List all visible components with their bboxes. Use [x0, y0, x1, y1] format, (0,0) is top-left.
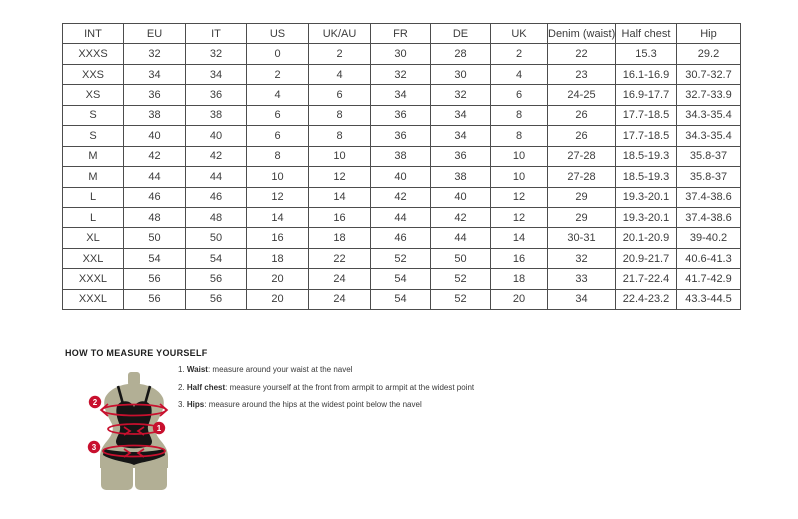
table-row: [63, 289, 741, 309]
table-cell: 15.3: [616, 44, 677, 64]
table-cell: 10: [247, 167, 309, 187]
table-cell: 40: [186, 126, 247, 146]
column-header: Denim (waist): [548, 24, 616, 44]
table-cell: 20.9-21.7: [616, 248, 677, 268]
table-cell: 8: [309, 126, 371, 146]
table-cell: 50: [186, 228, 247, 248]
table-cell: 30: [431, 64, 491, 84]
table-cell: 40: [431, 187, 491, 207]
table-row: [63, 126, 741, 146]
table-cell: 28: [431, 44, 491, 64]
table-cell: 19.3-20.1: [616, 207, 677, 227]
table-row: [63, 44, 741, 64]
table-cell: 16: [491, 248, 548, 268]
table-cell: 34: [431, 126, 491, 146]
table-cell: 17.7-18.5: [616, 105, 677, 125]
table-cell: 17.7-18.5: [616, 126, 677, 146]
step-label: Waist: [186, 365, 208, 374]
table-cell: 20: [247, 269, 309, 289]
measure-step-waist: [178, 361, 474, 379]
table-cell: 10: [491, 146, 548, 166]
table-cell: 37.4-38.6: [677, 207, 741, 227]
table-cell: 18: [247, 248, 309, 268]
table-cell: 42: [124, 146, 186, 166]
measure-section-title: HOW TO MEASURE YOURSELF: [65, 348, 208, 358]
table-cell: 41.7-42.9: [677, 269, 741, 289]
table-cell: 19.3-20.1: [616, 187, 677, 207]
hips-marker-badge: 3: [91, 443, 97, 452]
chest-marker-badge: 2: [92, 398, 98, 407]
table-cell: 23: [548, 64, 616, 84]
table-cell: 18.5-19.3: [616, 167, 677, 187]
table-cell: 34: [431, 105, 491, 125]
table-row: [63, 167, 741, 187]
measure-figure: [82, 371, 188, 493]
table-cell: 38: [124, 105, 186, 125]
table-cell: 12: [491, 187, 548, 207]
table-cell: 32: [548, 248, 616, 268]
table-cell: 54: [371, 269, 431, 289]
step-text: : measure around the hips at the widest point below the navel: [204, 400, 422, 409]
table-cell: 43.3-44.5: [677, 289, 741, 309]
table-cell: 34: [186, 64, 247, 84]
table-cell: 8: [247, 146, 309, 166]
table-row: [63, 228, 741, 248]
table-cell: 30: [371, 44, 431, 64]
table-cell: 14: [491, 228, 548, 248]
table-row: [63, 146, 741, 166]
mannequin-illustration-icon: [82, 371, 188, 493]
table-cell: 44: [431, 228, 491, 248]
table-cell: 35.8-37: [677, 146, 741, 166]
table-cell: 32: [186, 44, 247, 64]
step-text: : measure yourself at the front from armpit to armpit at the widest point: [225, 382, 475, 392]
column-header: FR: [371, 24, 431, 44]
table-cell: 56: [186, 289, 247, 309]
step-label: Half chest: [186, 382, 226, 392]
table-cell: 12: [247, 187, 309, 207]
table-cell: 46: [371, 228, 431, 248]
table-row: [63, 248, 741, 268]
column-header: IT: [186, 24, 247, 44]
table-cell: 38: [431, 167, 491, 187]
table-cell: XXS: [63, 64, 124, 84]
table-cell: 44: [124, 167, 186, 187]
table-cell: 34: [371, 85, 431, 105]
column-header: DE: [431, 24, 491, 44]
table-cell: 2: [309, 44, 371, 64]
table-cell: 20.1-20.9: [616, 228, 677, 248]
table-cell: 6: [247, 126, 309, 146]
table-cell: 29: [548, 207, 616, 227]
table-cell: 26: [548, 126, 616, 146]
table-cell: 0: [247, 44, 309, 64]
size-table: [62, 23, 741, 310]
step-number: 1.: [178, 365, 187, 374]
table-cell: 40: [124, 126, 186, 146]
table-row: [63, 207, 741, 227]
measure-step-half-chest: [178, 379, 474, 397]
table-cell: 20: [247, 289, 309, 309]
table-cell: 35.8-37: [677, 167, 741, 187]
table-cell: 27-28: [548, 146, 616, 166]
table-cell: XXL: [63, 248, 124, 268]
table-cell: XXXS: [63, 44, 124, 64]
table-cell: M: [63, 167, 124, 187]
table-cell: L: [63, 187, 124, 207]
table-cell: 34: [124, 64, 186, 84]
table-cell: 6: [491, 85, 548, 105]
table-cell: 32: [371, 64, 431, 84]
table-cell: 27-28: [548, 167, 616, 187]
table-cell: 8: [491, 105, 548, 125]
step-text: : measure around your waist at the navel: [207, 365, 353, 374]
table-cell: 40: [371, 167, 431, 187]
table-cell: S: [63, 126, 124, 146]
column-header: EU: [124, 24, 186, 44]
table-cell: 22.4-23.2: [616, 289, 677, 309]
table-cell: 6: [309, 85, 371, 105]
table-cell: 24: [309, 269, 371, 289]
table-cell: 34.3-35.4: [677, 126, 741, 146]
table-cell: 50: [124, 228, 186, 248]
table-cell: 48: [124, 207, 186, 227]
table-cell: 52: [431, 289, 491, 309]
table-cell: 32: [124, 44, 186, 64]
table-cell: 56: [186, 269, 247, 289]
column-header: US: [247, 24, 309, 44]
table-cell: 8: [491, 126, 548, 146]
table-cell: 20: [491, 289, 548, 309]
table-cell: 16.9-17.7: [616, 85, 677, 105]
table-cell: 36: [371, 105, 431, 125]
size-table-body: [63, 44, 741, 310]
column-header: Half chest: [616, 24, 677, 44]
table-cell: 36: [124, 85, 186, 105]
column-header: INT: [63, 24, 124, 44]
table-row: [63, 85, 741, 105]
table-cell: 36: [431, 146, 491, 166]
table-cell: 18.5-19.3: [616, 146, 677, 166]
table-cell: 32: [431, 85, 491, 105]
table-cell: 29.2: [677, 44, 741, 64]
table-cell: 18: [491, 269, 548, 289]
table-cell: S: [63, 105, 124, 125]
table-cell: 50: [431, 248, 491, 268]
measure-steps-list: [178, 361, 474, 414]
table-cell: 36: [186, 85, 247, 105]
table-cell: 44: [371, 207, 431, 227]
table-cell: 42: [431, 207, 491, 227]
table-cell: 46: [186, 187, 247, 207]
table-cell: 4: [247, 85, 309, 105]
table-cell: 33: [548, 269, 616, 289]
table-cell: L: [63, 207, 124, 227]
table-cell: 24: [309, 289, 371, 309]
table-cell: 4: [491, 64, 548, 84]
table-cell: 8: [309, 105, 371, 125]
table-cell: 18: [309, 228, 371, 248]
waist-marker-badge: 1: [156, 424, 162, 433]
table-cell: 42: [371, 187, 431, 207]
table-cell: 37.4-38.6: [677, 187, 741, 207]
table-cell: 10: [309, 146, 371, 166]
table-cell: M: [63, 146, 124, 166]
table-cell: 21.7-22.4: [616, 269, 677, 289]
table-cell: 16.1-16.9: [616, 64, 677, 84]
table-cell: 12: [491, 207, 548, 227]
column-header: UK/AU: [309, 24, 371, 44]
table-cell: XL: [63, 228, 124, 248]
measure-step-hips: [178, 396, 474, 414]
table-cell: 46: [124, 187, 186, 207]
table-cell: 36: [371, 126, 431, 146]
table-cell: 14: [309, 187, 371, 207]
table-cell: 39-40.2: [677, 228, 741, 248]
table-cell: 10: [491, 167, 548, 187]
table-cell: 34.3-35.4: [677, 105, 741, 125]
table-cell: 14: [247, 207, 309, 227]
step-number: 2.: [178, 382, 187, 392]
table-row: [63, 269, 741, 289]
table-cell: 40.6-41.3: [677, 248, 741, 268]
table-row: [63, 105, 741, 125]
table-cell: 32.7-33.9: [677, 85, 741, 105]
table-cell: 4: [309, 64, 371, 84]
step-number: 3.: [178, 400, 187, 409]
table-cell: 34: [548, 289, 616, 309]
table-cell: 54: [371, 289, 431, 309]
table-cell: 38: [371, 146, 431, 166]
table-cell: 16: [309, 207, 371, 227]
table-row: [63, 64, 741, 84]
size-table-header-row: [63, 24, 741, 44]
table-cell: 48: [186, 207, 247, 227]
table-cell: 29: [548, 187, 616, 207]
table-cell: 54: [186, 248, 247, 268]
table-cell: 6: [247, 105, 309, 125]
table-cell: 16: [247, 228, 309, 248]
table-cell: 52: [431, 269, 491, 289]
size-chart: [62, 23, 740, 310]
table-cell: 56: [124, 289, 186, 309]
table-cell: 22: [309, 248, 371, 268]
table-cell: 22: [548, 44, 616, 64]
column-header: Hip: [677, 24, 741, 44]
table-cell: 30.7-32.7: [677, 64, 741, 84]
table-cell: 2: [247, 64, 309, 84]
table-cell: 56: [124, 269, 186, 289]
table-cell: 30-31: [548, 228, 616, 248]
column-header: UK: [491, 24, 548, 44]
table-cell: 42: [186, 146, 247, 166]
table-cell: XS: [63, 85, 124, 105]
table-cell: 2: [491, 44, 548, 64]
table-cell: 54: [124, 248, 186, 268]
table-cell: 24-25: [548, 85, 616, 105]
step-label: Hips: [186, 400, 205, 409]
table-cell: XXXL: [63, 289, 124, 309]
table-cell: 12: [309, 167, 371, 187]
table-cell: 52: [371, 248, 431, 268]
table-row: [63, 187, 741, 207]
table-cell: 38: [186, 105, 247, 125]
table-cell: 26: [548, 105, 616, 125]
table-cell: XXXL: [63, 269, 124, 289]
table-cell: 44: [186, 167, 247, 187]
